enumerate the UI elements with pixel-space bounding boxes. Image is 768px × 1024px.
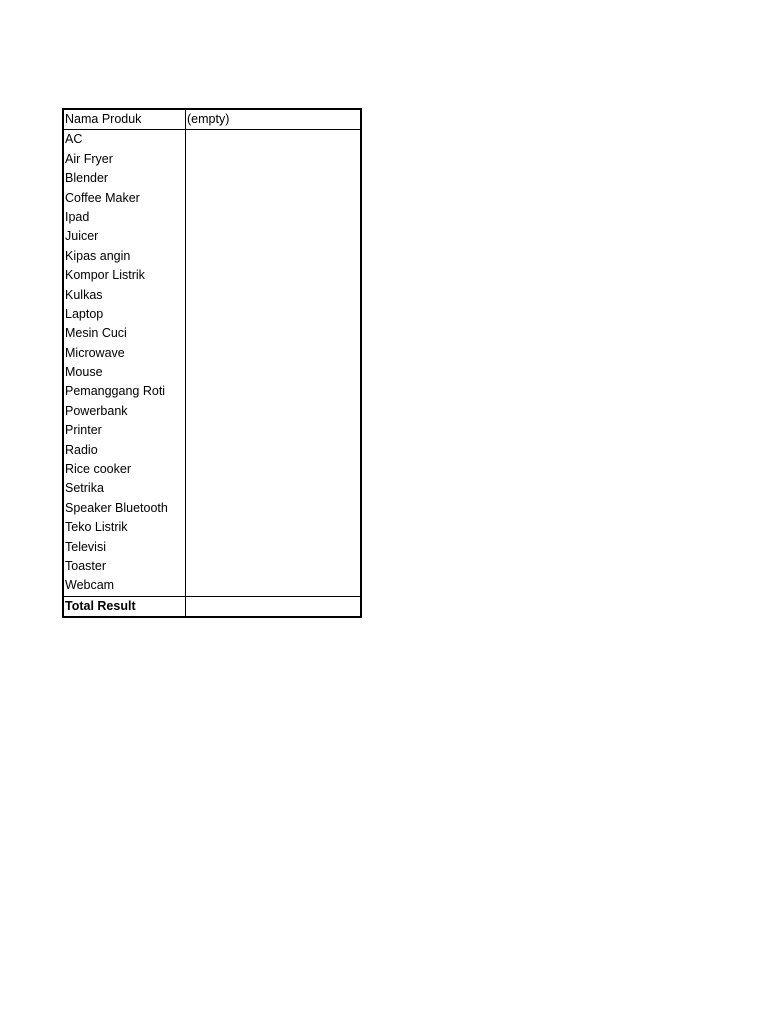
- table-row: [64, 460, 360, 479]
- value-cell[interactable]: [186, 189, 360, 208]
- value-cell[interactable]: [186, 324, 360, 343]
- product-name-cell[interactable]: Blender: [64, 169, 186, 188]
- product-name-cell[interactable]: Pemanggang Roti: [64, 382, 186, 401]
- table-row: [64, 305, 360, 324]
- table-row: [64, 382, 360, 401]
- product-name-cell[interactable]: Radio: [64, 441, 186, 460]
- product-name-cell[interactable]: Speaker Bluetooth: [64, 499, 186, 518]
- table-row: [64, 286, 360, 305]
- table-row: [64, 441, 360, 460]
- value-cell[interactable]: [186, 208, 360, 227]
- value-cell[interactable]: [186, 227, 360, 246]
- product-name-cell[interactable]: Coffee Maker: [64, 189, 186, 208]
- data-field-header[interactable]: (empty): [187, 112, 230, 126]
- table-row: [64, 557, 360, 576]
- product-name-cell[interactable]: Rice cooker: [64, 460, 186, 479]
- product-name-cell[interactable]: Printer: [64, 421, 186, 440]
- value-cell[interactable]: [186, 499, 360, 518]
- product-name-cell[interactable]: Air Fryer: [64, 150, 186, 169]
- table-row: [64, 518, 360, 537]
- value-cell[interactable]: [186, 557, 360, 576]
- table-row: [64, 576, 360, 595]
- value-cell[interactable]: [186, 402, 360, 421]
- pivot-header-row: [64, 110, 360, 130]
- value-cell[interactable]: [186, 421, 360, 440]
- table-row: [64, 130, 360, 149]
- value-cell[interactable]: [186, 247, 360, 266]
- value-cell[interactable]: [186, 169, 360, 188]
- value-cell[interactable]: [186, 518, 360, 537]
- value-cell[interactable]: [186, 305, 360, 324]
- table-row: [64, 499, 360, 518]
- product-name-cell[interactable]: Kipas angin: [64, 247, 186, 266]
- product-name-cell[interactable]: Ipad: [64, 208, 186, 227]
- product-name-cell[interactable]: Kompor Listrik: [64, 266, 186, 285]
- product-name-cell[interactable]: Powerbank: [64, 402, 186, 421]
- table-row: [64, 344, 360, 363]
- product-name-cell[interactable]: Teko Listrik: [64, 518, 186, 537]
- value-cell[interactable]: [186, 266, 360, 285]
- table-row: [64, 538, 360, 557]
- table-row: [64, 189, 360, 208]
- table-row: [64, 208, 360, 227]
- table-row: [64, 169, 360, 188]
- product-name-cell[interactable]: Laptop: [64, 305, 186, 324]
- product-name-cell[interactable]: Toaster: [64, 557, 186, 576]
- row-field-header[interactable]: Nama Produk: [64, 110, 186, 129]
- product-name-cell[interactable]: Setrika: [64, 479, 186, 498]
- pivot-body: [64, 130, 360, 595]
- table-row: [64, 266, 360, 285]
- total-result-value[interactable]: [186, 597, 360, 616]
- value-cell[interactable]: [186, 150, 360, 169]
- table-row: [64, 227, 360, 246]
- value-cell[interactable]: [186, 460, 360, 479]
- table-row: [64, 479, 360, 498]
- product-name-cell[interactable]: Televisi: [64, 538, 186, 557]
- value-cell[interactable]: [186, 479, 360, 498]
- product-name-cell[interactable]: Microwave: [64, 344, 186, 363]
- table-row: [64, 247, 360, 266]
- product-name-cell[interactable]: Webcam: [64, 576, 186, 595]
- value-cell[interactable]: [186, 344, 360, 363]
- product-name-cell[interactable]: Kulkas: [64, 286, 186, 305]
- table-row: [64, 363, 360, 382]
- value-cell[interactable]: [186, 363, 360, 382]
- product-name-cell[interactable]: AC: [64, 130, 186, 149]
- table-row: [64, 324, 360, 343]
- value-cell[interactable]: [186, 441, 360, 460]
- value-cell[interactable]: [186, 286, 360, 305]
- product-name-cell[interactable]: Juicer: [64, 227, 186, 246]
- product-name-cell[interactable]: Mesin Cuci: [64, 324, 186, 343]
- table-row: [64, 421, 360, 440]
- value-cell[interactable]: [186, 576, 360, 595]
- value-cell[interactable]: [186, 382, 360, 401]
- product-name-cell[interactable]: Mouse: [64, 363, 186, 382]
- total-result-row: [64, 596, 360, 616]
- total-result-label[interactable]: Total Result: [64, 597, 186, 616]
- pivot-table: [62, 108, 362, 618]
- value-cell[interactable]: [186, 538, 360, 557]
- table-row: [64, 402, 360, 421]
- table-row: [64, 150, 360, 169]
- value-cell[interactable]: [186, 130, 360, 149]
